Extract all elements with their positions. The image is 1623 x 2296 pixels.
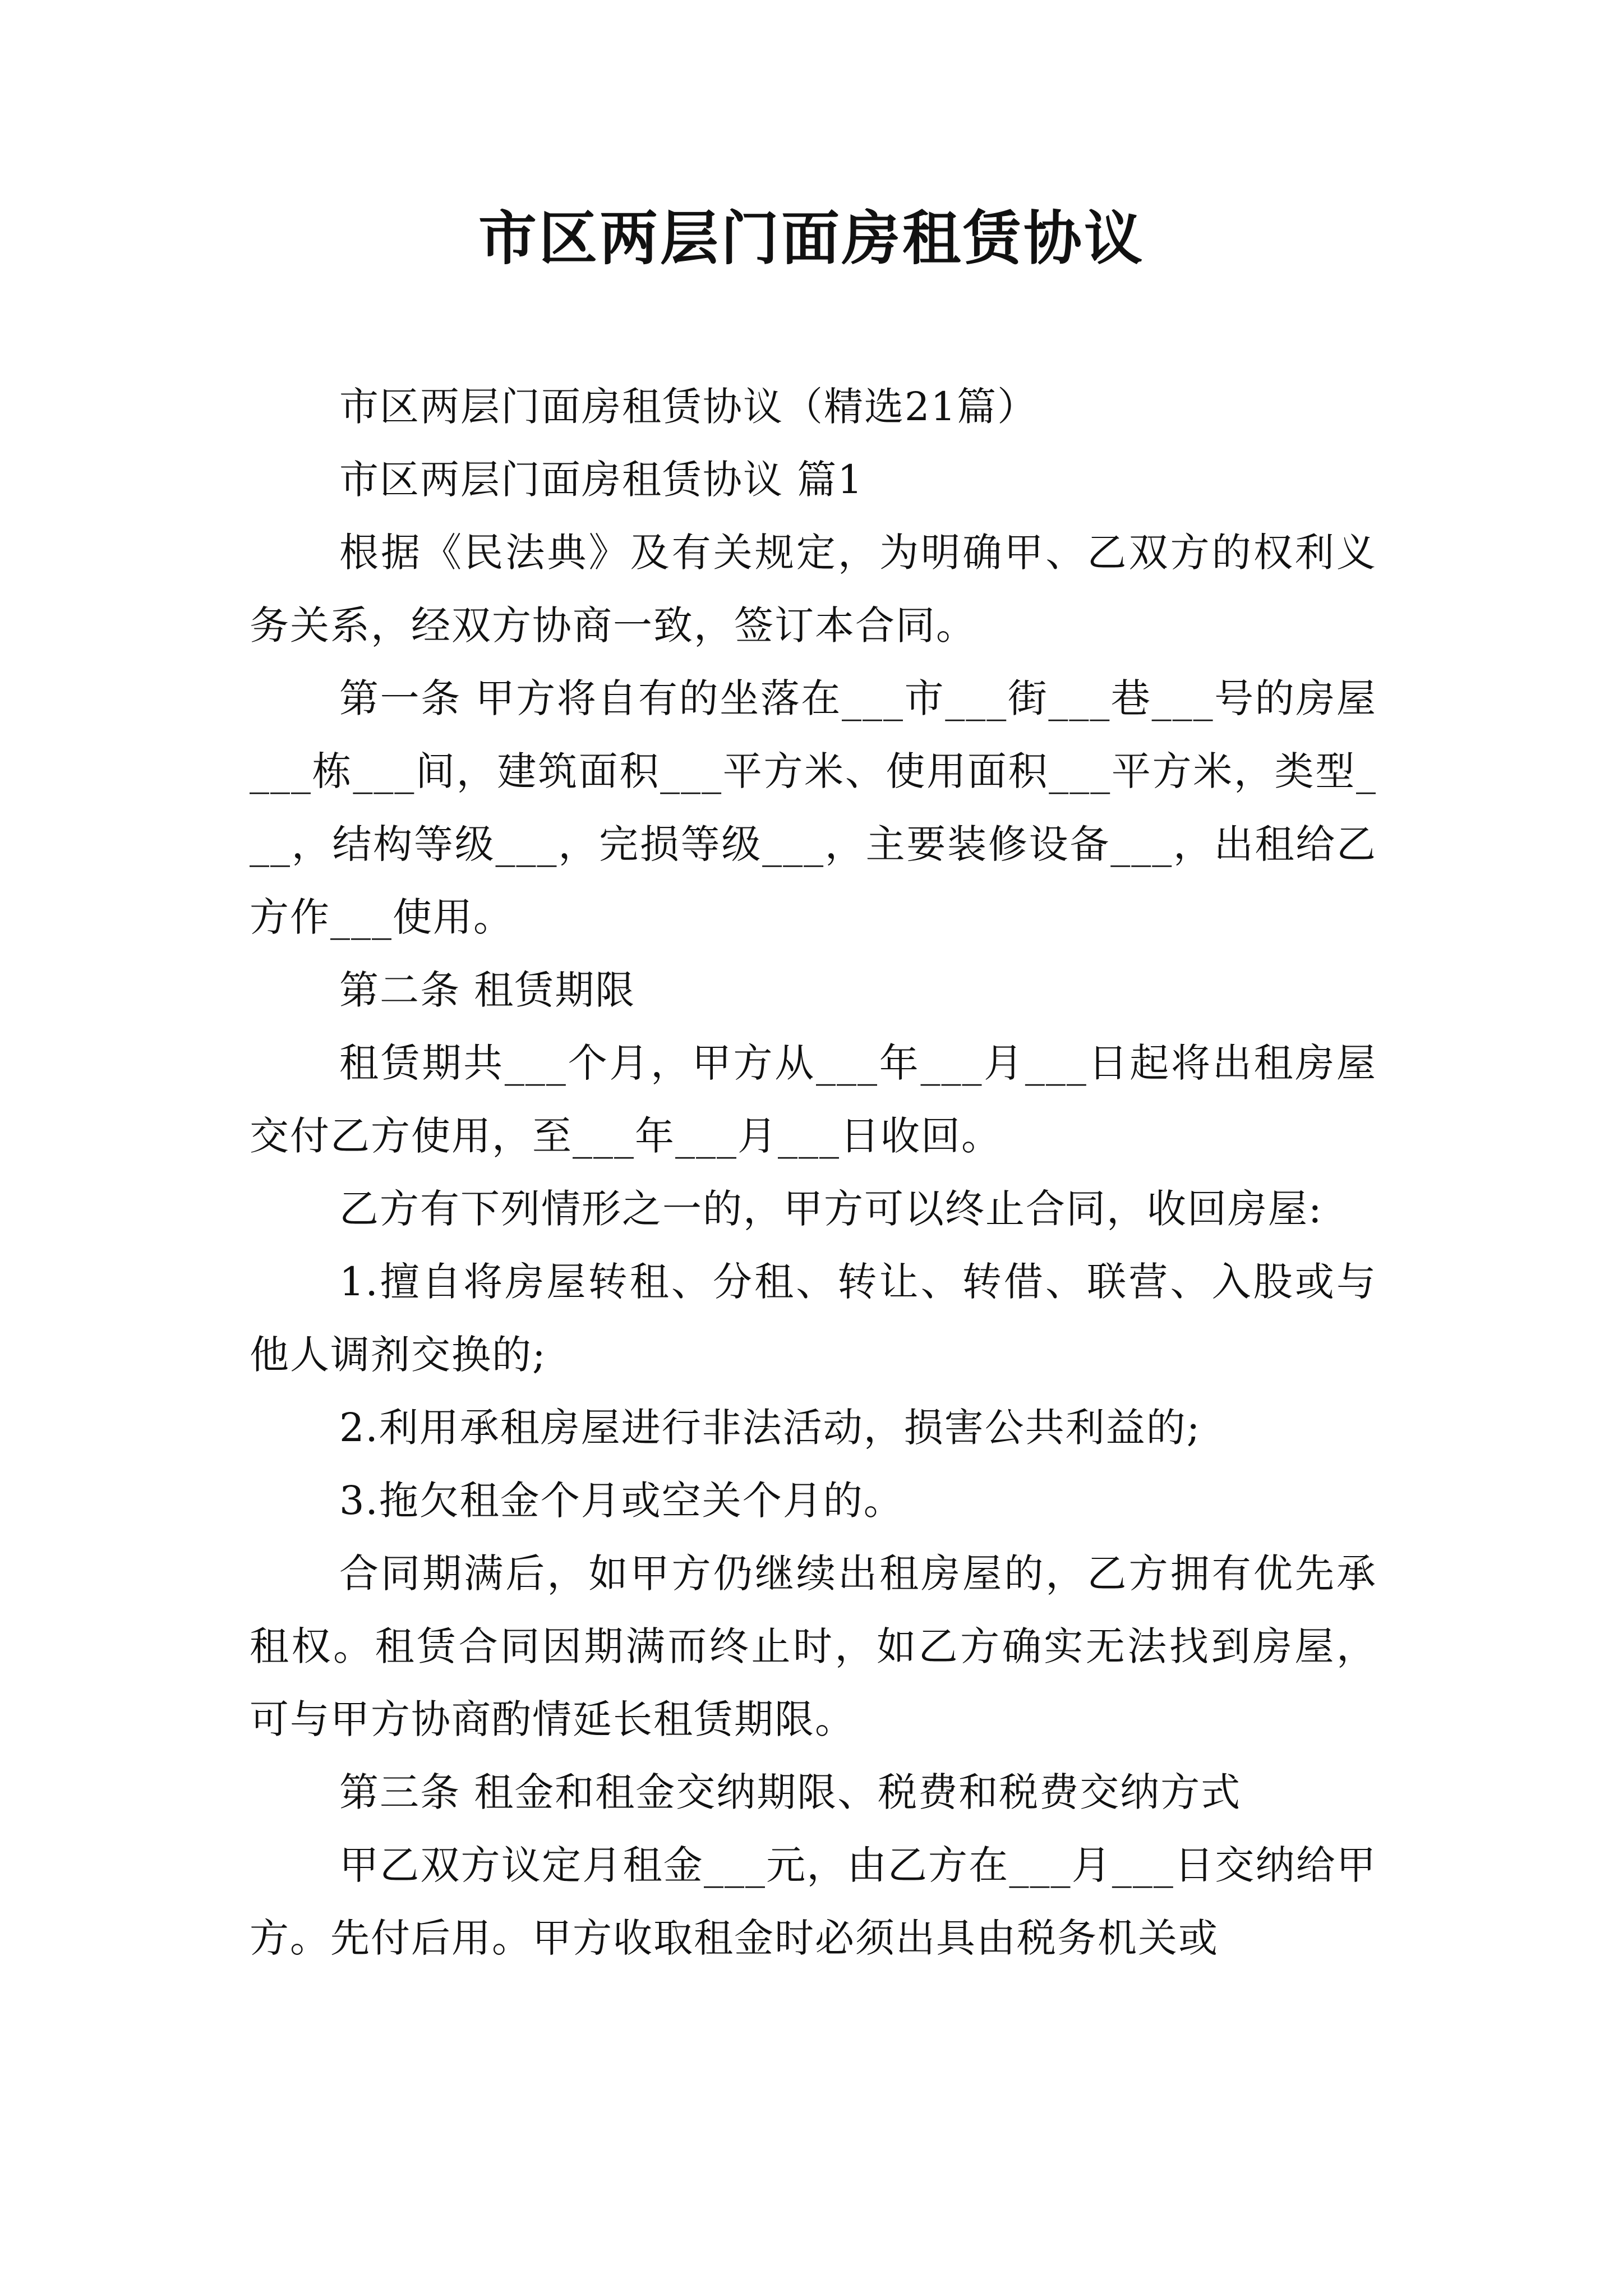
document-title: 市区两层门面房租赁协议: [478, 204, 1145, 273]
document-body: [250, 370, 1377, 1975]
paragraph-condition-3: 3.拖欠租金个月或空关个月的。: [339, 1478, 904, 1524]
paragraph-article-2-heading: 第二条 租赁期限: [339, 967, 636, 1013]
paragraph-preamble: 根据《民法典》及有关规定，为明确甲、乙双方的权利义务关系，经双方协商一致，签订本合同。: [250, 530, 1377, 648]
paragraph-condition-1: 1.擅自将房屋转租、分租、转让、转借、联营、入股或与他人调剂交换的;: [250, 1259, 1377, 1378]
paragraph-condition-2: 2.利用承租房屋进行非法活动，损害公共利益的;: [339, 1405, 1201, 1451]
paragraph-section-heading: 市区两层门面房租赁协议 篇1: [339, 457, 864, 503]
paragraph-lease-term: 租赁期共___个月，甲方从___年___月___日起将出租房屋交付乙方使用，至___年___月___日收回。: [250, 1040, 1377, 1159]
paragraph-termination-conditions: 乙方有下列情形之一的，甲方可以终止合同，收回房屋:: [339, 1186, 1323, 1232]
paragraph-rent-payment: 甲乙双方议定月租金___元，由乙方在___月___日交纳给甲方。先付后用。甲方收取租金时必须出具由税务机关或: [250, 1842, 1377, 1961]
paragraph-article-3-heading: 第三条 租金和租金交纳期限、税费和税费交纳方式: [339, 1769, 1242, 1815]
paragraph-article-1: 第一条 甲方将自有的坐落在___市___街___巷___号的房屋___栋___间，建筑面积___平方米、使用面积___平方米，类型___，结构等级___，完损等级___，主要装修设备___，出租给乙方作___使用。: [250, 675, 1377, 940]
paragraph-renewal: 合同期满后，如甲方仍继续出租房屋的，乙方拥有优先承租权。租赁合同因期满而终止时，如乙方确实无法找到房屋，可与甲方协商酌情延长租赁期限。: [250, 1550, 1377, 1742]
paragraph-subtitle: 市区两层门面房租赁协议（精选21篇）: [339, 384, 1038, 430]
